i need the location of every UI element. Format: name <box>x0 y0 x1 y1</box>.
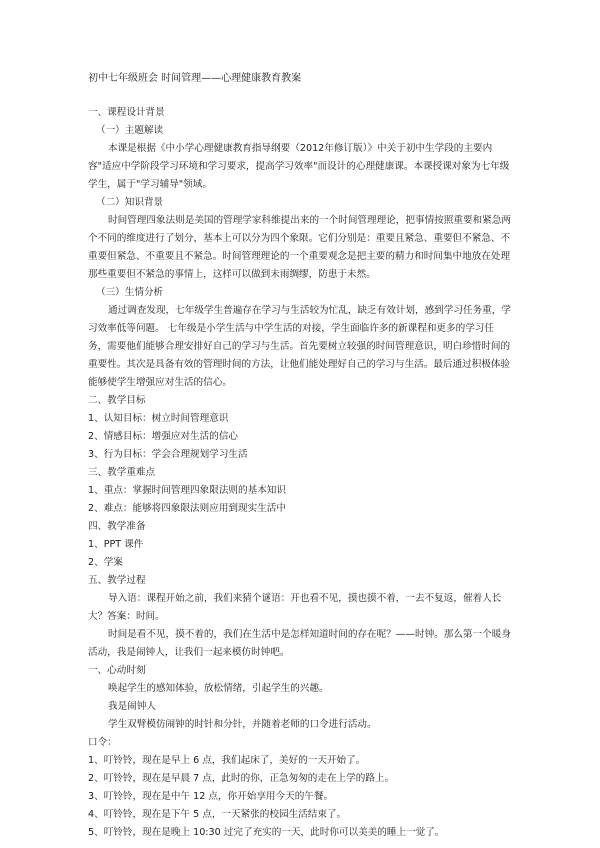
subheading-intro: （一）主题解读 <box>96 125 164 136</box>
activity-line: 学生双臂模仿闹钟的时针和分针，并随着老师的口令进行活动。 <box>108 719 377 730</box>
goal-item: 1、认知目标：树立时间管理意识 <box>88 413 229 424</box>
activity-line: 我是闹钟人 <box>108 701 156 712</box>
section-heading-key-points: 三、教学重难点 <box>88 467 156 478</box>
subheading-situation: （三）生情分析 <box>96 287 164 298</box>
section-heading-preparation: 四、教学准备 <box>88 521 146 532</box>
key-point-item: 2、难点：能够将四象限法则应用到现实生活中 <box>88 503 286 514</box>
prep-item: 2、学案 <box>88 557 123 568</box>
section-heading-goals: 二、教学目标 <box>88 395 146 406</box>
prep-item: 1、PPT 课件 <box>88 539 144 550</box>
command-item: 5、叮铃铃，现在是晚上 10:30 过完了充实的一天，此时你可以美美的睡上一觉了。 <box>88 827 445 838</box>
intro-paragraph: 本课是根据《中小学心理健康教育指导纲要（2012年修订版）》中关于初中生学段的主要内容"适应中学阶段学习环境和学习要求，提高学习效率"而设计的心理健康课。本课授课对象为七年级学生，属于"学习辅导"领域。 <box>88 143 510 190</box>
section-heading-background: 一、课程设计背景 <box>88 107 165 118</box>
document-title: 初中七年级班会 时间管理——心理健康教育教案 <box>88 73 302 84</box>
process-intro-paragraph: 导入语：课程开始之前，我们来猜个谜语：开也看不见，摸也摸不着，一去不复返，催着人长大？答案：时间。 <box>88 593 502 622</box>
section-heading-process: 五、教学过程 <box>88 575 146 586</box>
command-item: 1、叮铃铃，现在是早上 6 点，我们起床了，美好的一天开始了。 <box>88 755 366 766</box>
process-clock-paragraph: 时间是看不见，摸不着的，我们在生活中是怎样知道时间的存在呢？——时钟。那么第一个暖身活动，我是闹钟人，让我们一起来模仿时钟吧。 <box>88 629 511 658</box>
goal-item: 2、情感目标：增强应对生活的信心 <box>88 431 239 442</box>
command-item: 4、叮铃铃，现在是下午 5 点，一天紧张的校园生活结束了。 <box>88 809 347 820</box>
subheading-knowledge: （二）知识背景 <box>96 197 164 208</box>
key-point-item: 1、重点：掌握时间管理四象限法则的基本知识 <box>88 485 286 496</box>
command-heading: 口令： <box>88 737 117 748</box>
activity-line: 唤起学生的感知体验，放松情绪，引起学生的兴趣。 <box>108 683 329 694</box>
goal-item: 3、行为目标：学会合理规划学习生活 <box>88 449 248 460</box>
knowledge-paragraph: 时间管理四象法则是美国的管理学家科维提出来的一个时间管理理论，把事情按照重要和紧急两个不同的维度进行了划分，基本上可以分为四个象限。它们分别是：重要且紧急、重要但不紧急、不重要但紧急、不重要且不紧急。时间管理理论的一个重要观念是把主要的精力和时间集中地放在处理那些重要但不紧急的事情上，这样可以做到未雨绸缪，防患于未然。 <box>88 215 511 280</box>
command-item: 2、叮铃铃，现在是早晨 7 点，此时的你，正急匆匆的走在上学的路上。 <box>88 773 395 784</box>
activity-heading: 一、心动时刻 <box>88 665 146 676</box>
command-item: 3、叮铃铃，现在是中午 12 点，你开始享用今天的午餐。 <box>88 791 334 802</box>
situation-paragraph: 通过调查发现，七年级学生普遍存在学习与生活较为忙乱，缺乏有效计划，感到学习任务重，学习效率低等问题。 七年级是小学生活与中学生活的对接，学生面临许多的新课程和更多的学习任务，需要他们能够合理安排好自己的学习与生活。首先要树立较强的时间管理意识，明白珍惜时间的重要性。其次是具备有效的管理时间的方法，让他们能处理好自己的学习与生活。最后通过积极体验能够使学生增强应对生活的信心。 <box>88 305 511 388</box>
